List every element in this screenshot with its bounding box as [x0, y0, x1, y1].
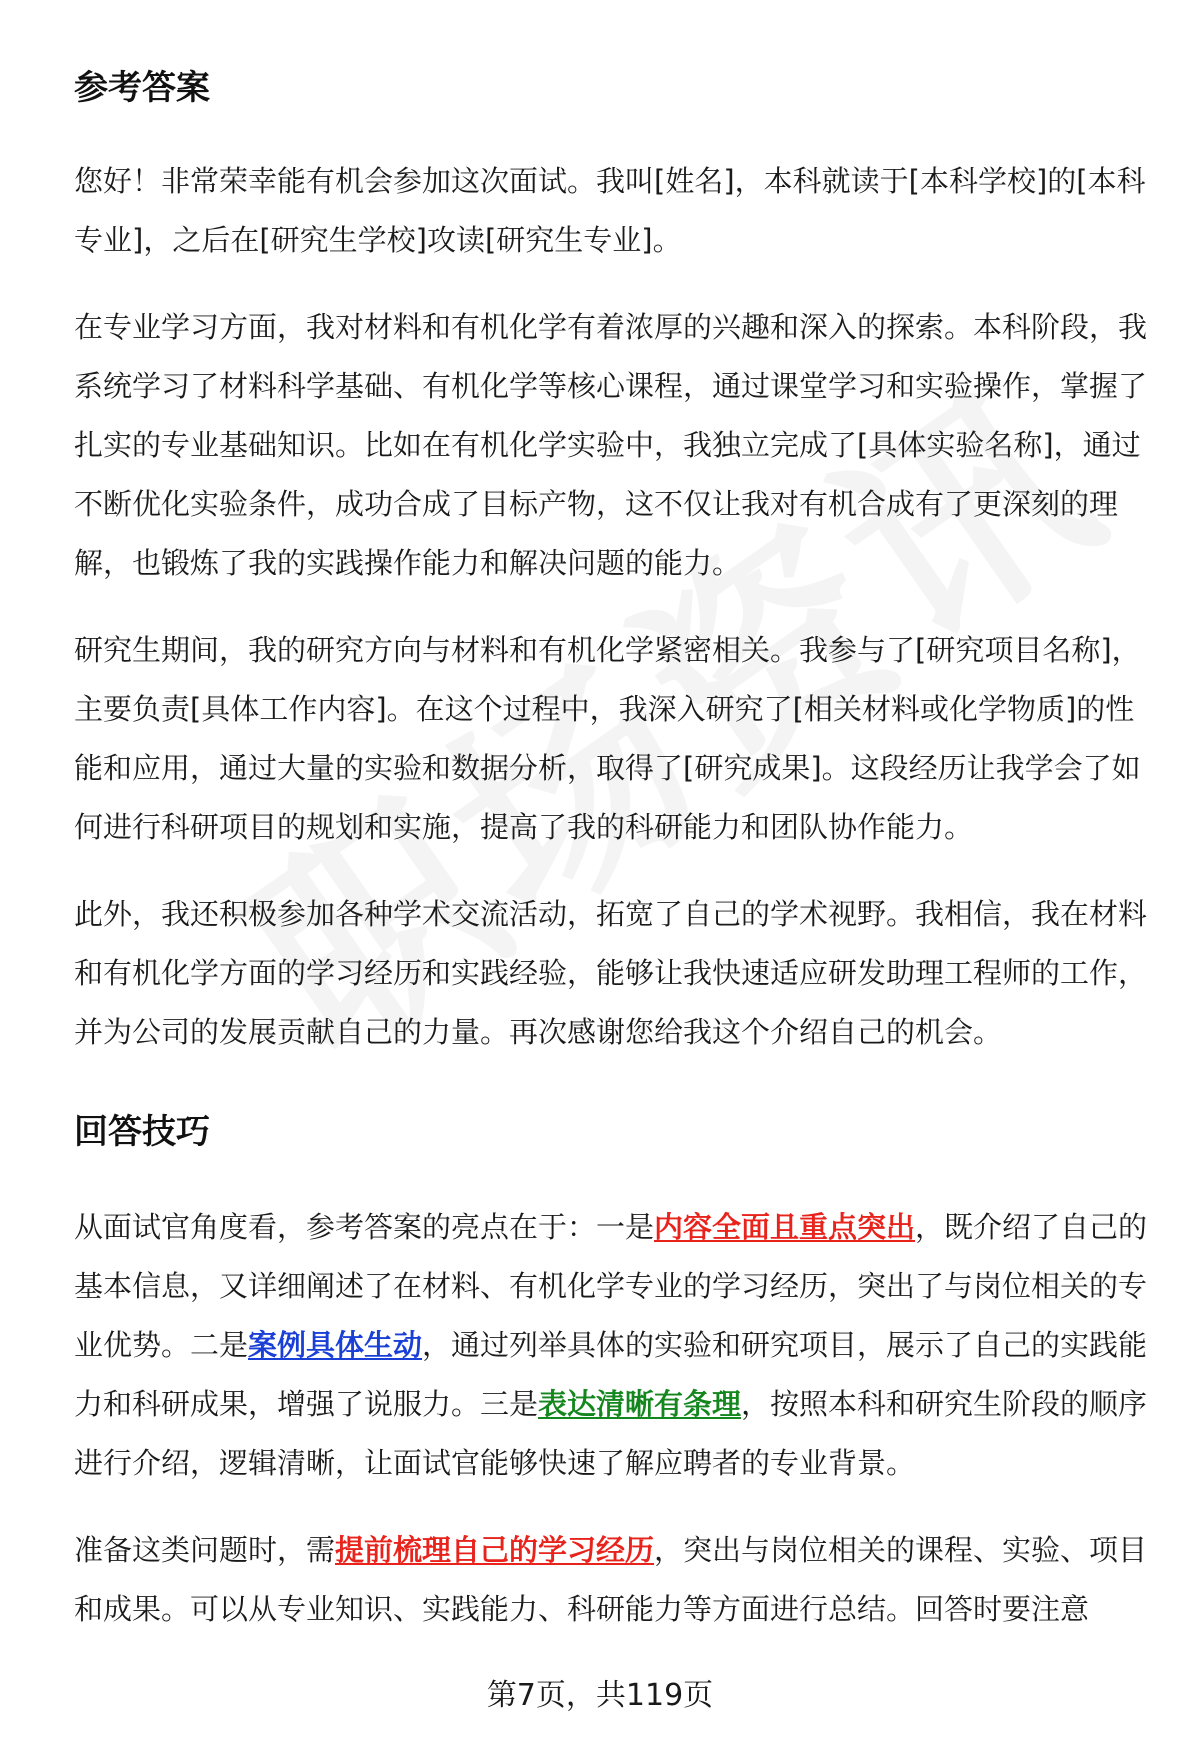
tips-text: ，按照本科和研究生阶段的顺序进行介绍，逻辑清晰，让面试官能够快速了解应聘者的专业背景。 — [74, 1387, 1148, 1480]
heading-reference-answer: 参考答案 — [74, 68, 210, 108]
answer-paragraph-4: 此外，我还积极参加各种学术交流活动，拓宽了自己的学术视野。我相信，我在材料和有机化学方面的学习经历和实践经验，能够让我快速适应研发助理工程师的工作，并为公司的发展贡献自己的力量。再次感谢您给我这个介绍自己的机会。 — [74, 897, 1148, 1049]
page-number: 第7页，共119页 — [486, 1678, 714, 1713]
highlight-sort-experience: 提前梳理自己的学习经历 — [335, 1533, 655, 1567]
tips-text: ，突出与岗位相关的课程、实验、项目和成果。可以从专业知识、实践能力、科研能力等方面进行总结。回答时要注意 — [74, 1533, 1148, 1626]
tips-text: ，通过列举具体的实验和研究项目，展示了自己的实践能力和科研成果，增强了说服力。三是 — [74, 1328, 1148, 1421]
highlight-clear-expression: 表达清晰有条理 — [538, 1387, 742, 1421]
highlight-comprehensive: 内容全面且重点突出 — [654, 1210, 916, 1244]
answer-paragraph-2: 在专业学习方面，我对材料和有机化学有着浓厚的兴趣和深入的探索。本科阶段，我系统学习了材料科学基础、有机化学等核心课程，通过课堂学习和实验操作，掌握了扎实的专业基础知识。比如在有机化学实验中，我独立完成了[具体实验名称]，通过不断优化实验条件，成功合成了目标产物，这不仅让我对有机合成有了更深刻的理解，也锻炼了我的实践操作能力和解决问题的能力。 — [74, 310, 1148, 580]
answer-paragraph-3: 研究生期间，我的研究方向与材料和有机化学紧密相关。我参与了[研究项目名称]，主要负责[具体工作内容]。在这个过程中，我深入研究了[相关材料或化学物质]的性能和应用，通过大量的实验和数据分析，取得了[研究成果]。这段经历让我学会了如何进行科研项目的规划和实施，提高了我的科研能力和团队协作能力。 — [74, 633, 1141, 844]
tips-text: 从面试官角度看，参考答案的亮点在于：一是 — [74, 1210, 655, 1244]
tips-text: 准备这类问题时，需 — [74, 1533, 336, 1567]
highlight-vivid-cases: 案例具体生动 — [248, 1328, 423, 1362]
answer-paragraph-1: 您好！非常荣幸能有机会参加这次面试。我叫[姓名]，本科就读于[本科学校]的[本科专业]，之后在[研究生学校]攻读[研究生专业]。 — [74, 164, 1146, 257]
heading-answer-tips: 回答技巧 — [74, 1112, 210, 1152]
tips-paragraph-1 — [74, 1198, 1154, 1493]
tips-text: ，既介绍了自己的基本信息，又详细阐述了在材料、有机化学专业的学习经历，突出了与岗位相关的专业优势。二是 — [74, 1210, 1148, 1362]
document-content — [74, 66, 1154, 1667]
tips-paragraph-2 — [74, 1521, 1154, 1639]
